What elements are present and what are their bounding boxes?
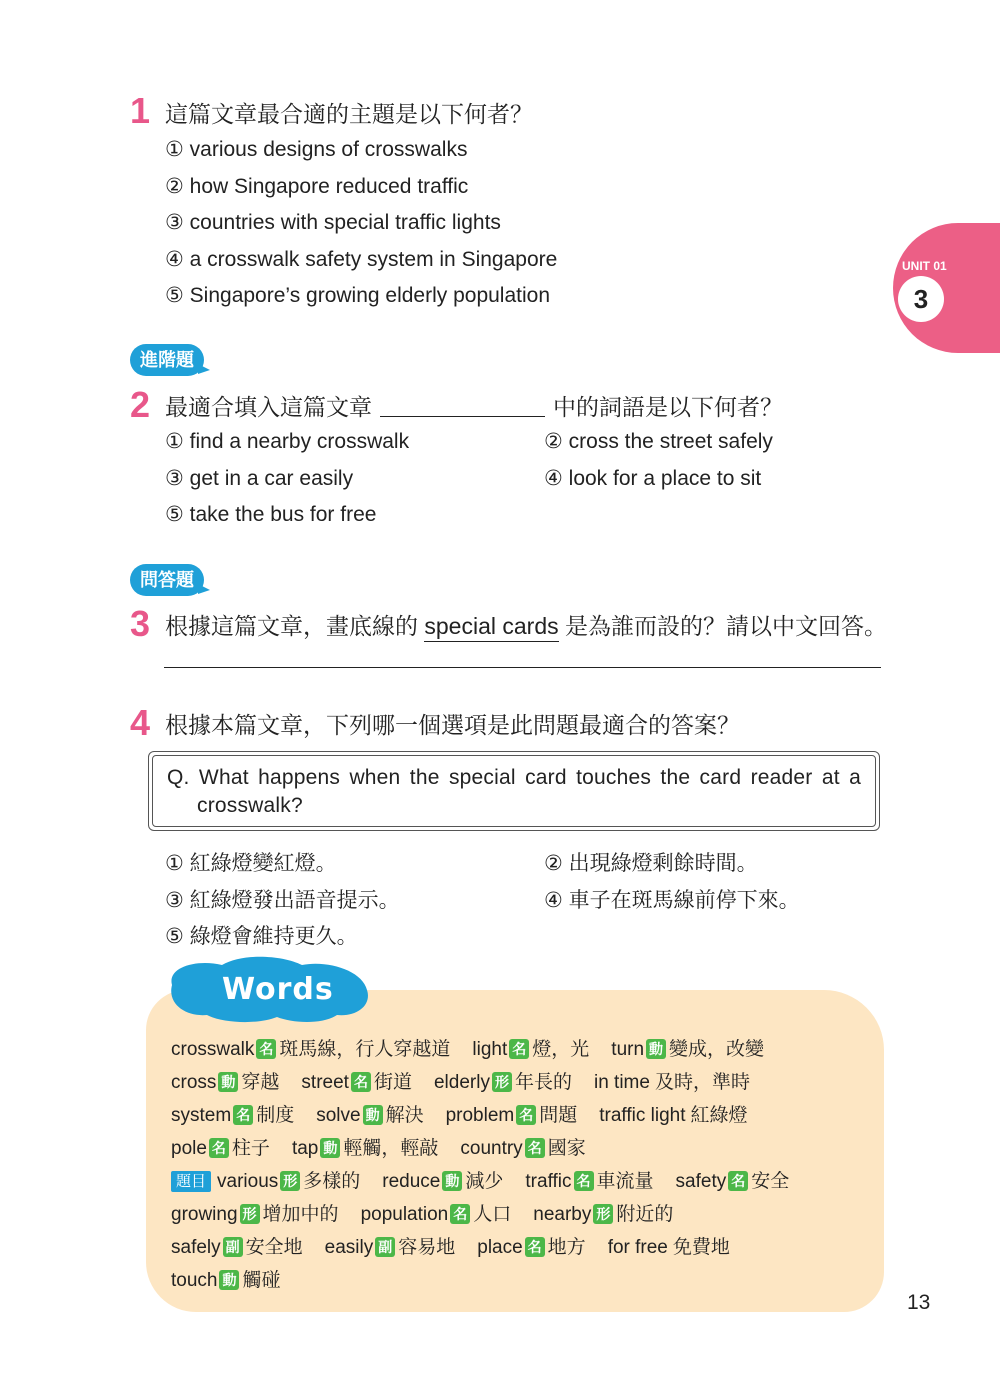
vocabulary-definition: 安全地 bbox=[245, 1237, 303, 1258]
vocabulary-definition: 問題 bbox=[539, 1105, 578, 1126]
question-2-option-1: ① find a nearby crosswalk bbox=[165, 430, 410, 453]
question-3-text-before: 根據這篇文章，畫底線的 bbox=[165, 613, 418, 639]
vocabulary-definition: 年長的 bbox=[514, 1072, 572, 1093]
part-of-speech-badge: 名 bbox=[574, 1171, 594, 1191]
question-1-option-2: ② how Singapore reduced traffic bbox=[165, 175, 469, 198]
question-4-option-4: ④ 車子在斑馬線前停下來。 bbox=[544, 889, 800, 912]
vocabulary-definition: 變成，改變 bbox=[669, 1039, 765, 1060]
question-2-text-before: 最適合填入這篇文章 bbox=[165, 394, 372, 420]
vocabulary-word: light bbox=[472, 1039, 508, 1060]
vocabulary-word: problem bbox=[445, 1105, 515, 1126]
part-of-speech-badge: 名 bbox=[525, 1138, 545, 1158]
vocabulary-word: various bbox=[217, 1171, 279, 1192]
vocabulary-definition: 國家 bbox=[547, 1138, 586, 1159]
part-of-speech-badge: 動 bbox=[363, 1105, 383, 1125]
vocabulary-definition: 解決 bbox=[385, 1105, 424, 1126]
vocabulary-definition: 穿越 bbox=[241, 1072, 280, 1093]
underlined-phrase: special cards bbox=[424, 613, 558, 642]
vocabulary-word: country bbox=[460, 1138, 523, 1159]
vocabulary-definition: 安全 bbox=[751, 1171, 790, 1192]
vocabulary-definition: 輕觸，輕敲 bbox=[343, 1138, 439, 1159]
unit-number: 3 bbox=[898, 276, 944, 322]
short-answer-tag: 問答題 bbox=[130, 564, 204, 596]
vocabulary-title: Words bbox=[222, 972, 334, 1007]
question-2-number: 2 bbox=[130, 384, 151, 425]
part-of-speech-badge: 名 bbox=[509, 1039, 529, 1059]
vocabulary-word: growing bbox=[171, 1204, 238, 1225]
vocabulary-row bbox=[171, 1100, 770, 1127]
vocabulary-definition: 柱子 bbox=[231, 1138, 270, 1159]
answer-line bbox=[164, 667, 881, 668]
vocabulary-definition: 紅綠燈 bbox=[690, 1105, 748, 1126]
question-box-text: Q. What happens when the special card touches the card reader at a crosswalk? bbox=[167, 766, 861, 817]
vocabulary-word: system bbox=[171, 1105, 232, 1126]
vocabulary-definition: 地方 bbox=[547, 1237, 586, 1258]
question-4-option-1: ① 紅綠燈變紅燈。 bbox=[165, 852, 337, 875]
vocabulary-row bbox=[171, 1067, 772, 1094]
vocabulary-word: safety bbox=[675, 1171, 727, 1192]
question-1-option-3: ③ countries with special traffic lights bbox=[165, 211, 501, 234]
part-of-speech-badge: 副 bbox=[375, 1237, 395, 1257]
question-4-number: 4 bbox=[130, 702, 151, 743]
vocabulary-word: safely bbox=[171, 1237, 221, 1258]
vocabulary-word: turn bbox=[611, 1039, 645, 1060]
part-of-speech-badge: 名 bbox=[256, 1039, 276, 1059]
part-of-speech-badge: 動 bbox=[219, 1270, 239, 1290]
vocabulary-word: nearby bbox=[533, 1204, 592, 1225]
vocabulary-word: reduce bbox=[382, 1171, 441, 1192]
vocabulary-definition: 容易地 bbox=[398, 1237, 456, 1258]
question-1-number: 1 bbox=[130, 90, 151, 131]
vocabulary-word: population bbox=[360, 1204, 449, 1225]
vocabulary-definition: 附近的 bbox=[616, 1204, 674, 1225]
vocabulary-definition: 燈，光 bbox=[532, 1039, 590, 1060]
vocabulary-row bbox=[171, 1034, 786, 1061]
vocabulary-row bbox=[171, 1166, 811, 1193]
part-of-speech-badge: 名 bbox=[233, 1105, 253, 1125]
question-2-option-5: ⑤ take the bus for free bbox=[165, 503, 377, 526]
vocabulary-row bbox=[171, 1265, 303, 1292]
unit-label: UNIT 01 bbox=[902, 259, 947, 273]
vocabulary-definition: 車流量 bbox=[596, 1171, 654, 1192]
part-of-speech-badge: 名 bbox=[450, 1204, 470, 1224]
question-3-number: 3 bbox=[130, 603, 151, 644]
vocabulary-definition: 及時，準時 bbox=[654, 1072, 750, 1093]
vocabulary-definition: 制度 bbox=[256, 1105, 295, 1126]
question-2-text-after: 中的詞語是以下何者？ bbox=[553, 394, 783, 420]
vocabulary-word: easily bbox=[324, 1237, 374, 1258]
question-2-text bbox=[165, 389, 783, 422]
part-of-speech-badge: 形 bbox=[593, 1204, 613, 1224]
vocabulary-definition: 免費地 bbox=[672, 1237, 730, 1258]
question-3-text bbox=[165, 608, 887, 641]
question-4-option-3: ③ 紅綠燈發出語音提示。 bbox=[165, 889, 400, 912]
question-4-option-2: ② 出現綠燈剩餘時間。 bbox=[544, 852, 758, 875]
vocabulary-word: street bbox=[301, 1072, 349, 1093]
vocabulary-word: cross bbox=[171, 1072, 217, 1093]
page-number: 13 bbox=[907, 1291, 931, 1314]
part-of-speech-badge: 名 bbox=[351, 1072, 371, 1092]
vocabulary-definition: 斑馬線，行人穿越道 bbox=[279, 1039, 451, 1060]
part-of-speech-badge: 動 bbox=[218, 1072, 238, 1092]
part-of-speech-badge: 名 bbox=[728, 1171, 748, 1191]
part-of-speech-badge: 動 bbox=[646, 1039, 666, 1059]
fill-in-blank bbox=[380, 396, 545, 417]
question-3-text-after: 是為誰而設的？請以中文回答。 bbox=[565, 613, 888, 639]
question-2-option-4: ④ look for a place to sit bbox=[544, 467, 762, 490]
part-of-speech-badge: 副 bbox=[223, 1237, 243, 1257]
vocabulary-word: traffic light bbox=[599, 1105, 686, 1126]
part-of-speech-badge: 形 bbox=[240, 1204, 260, 1224]
topic-label: 題目 bbox=[171, 1171, 211, 1192]
vocabulary-word: tap bbox=[291, 1138, 319, 1159]
vocabulary-row bbox=[171, 1133, 608, 1160]
vocabulary-word: touch bbox=[171, 1270, 218, 1291]
part-of-speech-badge: 動 bbox=[442, 1171, 462, 1191]
vocabulary-word: traffic bbox=[525, 1171, 572, 1192]
question-1-option-1: ① various designs of crosswalks bbox=[165, 138, 468, 161]
vocabulary-word: place bbox=[477, 1237, 523, 1258]
question-4-option-5: ⑤ 綠燈會維持更久。 bbox=[165, 925, 358, 948]
vocabulary-definition: 觸碰 bbox=[242, 1270, 281, 1291]
part-of-speech-badge: 形 bbox=[280, 1171, 300, 1191]
vocabulary-definition: 多樣的 bbox=[303, 1171, 361, 1192]
vocabulary-word: elderly bbox=[433, 1072, 490, 1093]
vocabulary-word: solve bbox=[316, 1105, 361, 1126]
vocabulary-row bbox=[171, 1232, 752, 1259]
vocabulary-definition: 增加中的 bbox=[262, 1204, 339, 1225]
question-1-text: 這篇文章最合適的主題是以下何者？ bbox=[165, 101, 533, 127]
part-of-speech-badge: 形 bbox=[492, 1072, 512, 1092]
question-4-text: 根據本篇文章，下列哪一個選項是此問題最適合的答案？ bbox=[165, 712, 740, 738]
vocabulary-row bbox=[171, 1199, 695, 1226]
vocabulary-word: in time bbox=[593, 1072, 650, 1093]
vocabulary-word: for free bbox=[607, 1237, 668, 1258]
question-2-option-2: ② cross the street safely bbox=[544, 430, 773, 453]
vocabulary-word: pole bbox=[171, 1138, 207, 1159]
vocabulary-word: crosswalk bbox=[171, 1039, 255, 1060]
question-2-option-3: ③ get in a car easily bbox=[165, 467, 354, 490]
vocabulary-definition: 人口 bbox=[473, 1204, 512, 1225]
part-of-speech-badge: 名 bbox=[209, 1138, 229, 1158]
question-1-option-4: ④ a crosswalk safety system in Singapore bbox=[165, 248, 558, 271]
part-of-speech-badge: 動 bbox=[320, 1138, 340, 1158]
part-of-speech-badge: 名 bbox=[516, 1105, 536, 1125]
advanced-question-tag: 進階題 bbox=[130, 344, 204, 376]
vocabulary-definition: 街道 bbox=[373, 1072, 412, 1093]
part-of-speech-badge: 名 bbox=[525, 1237, 545, 1257]
question-1-option-5: ⑤ Singapore’s growing elderly population bbox=[165, 284, 551, 307]
question-box bbox=[148, 751, 880, 831]
vocabulary-definition: 減少 bbox=[465, 1171, 504, 1192]
